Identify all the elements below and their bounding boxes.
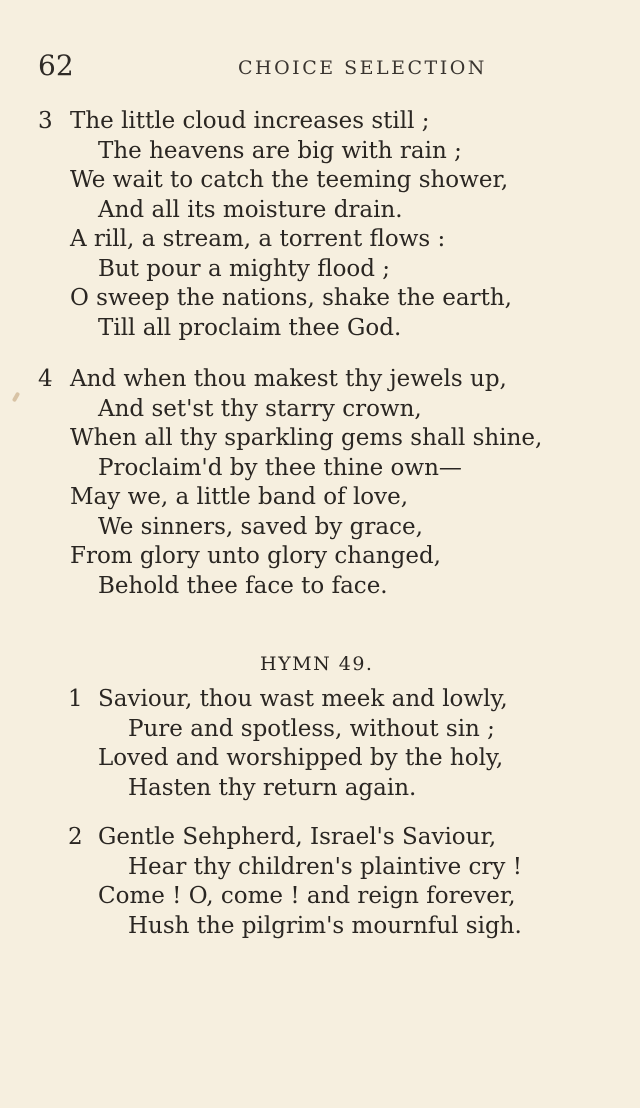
verse-line [68,823,640,853]
verse-text: O sweep the nations, shake the earth, [70,285,512,311]
verse-line [38,395,638,425]
verse-number: 2 [68,824,83,850]
verse-line [38,542,638,572]
verse-number: 4 [38,366,53,392]
page-number: 62 [38,49,74,82]
ink-blot [12,392,20,403]
hymn-verse-1 [68,685,640,803]
verse-text: We wait to catch the teeming shower, [70,167,509,193]
verse-text: Hush the pilgrim's mournful sigh. [128,912,522,939]
running-head: CHOICE SELECTION [238,57,487,79]
verse-text: And set'st thy starry crown, [98,395,422,422]
verse-text: The heavens are big with rain ; [98,137,462,164]
verse-line [38,284,638,314]
verse-line [38,483,638,513]
verse-text: From glory unto glory changed, [70,543,441,569]
verse-text: Come ! O, come ! and reign forever, [98,883,516,909]
verse-text: May we, a little band of love, [70,484,409,510]
verse-text: And when thou makest thy jewels up, [70,366,507,392]
verse-line [68,774,640,804]
verse-text: Saviour, thou wast meek and lowly, [98,686,508,712]
verse-text: Proclaim'd by thee thine own— [98,454,462,481]
verse-number: 1 [68,686,83,712]
verse-3 [38,107,638,343]
verse-text: Gentle Sehpherd, Israel's Saviour, [98,824,497,850]
verse-line [38,365,638,395]
verse-number: 3 [38,108,53,134]
verse-text: Loved and worshipped by the holy, [98,745,504,771]
verse-text: Hasten thy return again. [128,774,417,801]
verse-line [68,882,640,912]
verse-text: A rill, a stream, a torrent flows : [70,226,446,252]
verse-line [68,685,640,715]
page-header [38,50,640,82]
verse-line [38,196,638,226]
hymn-title: HYMN 49. [260,653,374,675]
verse-line [38,314,638,344]
verse-line [38,137,638,167]
hymn-verse-2 [68,823,640,941]
verse-text: The little cloud increases still ; [70,108,430,134]
verse-line [38,166,638,196]
verse-text: Pure and spotless, without sin ; [128,715,495,742]
verse-line [38,107,638,137]
verse-line [68,853,640,883]
verse-text: And all its moisture drain. [98,196,403,223]
verse-text: We sinners, saved by grace, [98,513,423,540]
verse-text: But pour a mighty flood ; [98,255,391,282]
verse-line [68,744,640,774]
verse-line [38,424,638,454]
verse-line [38,513,638,543]
verse-line [38,572,638,602]
verse-line [68,715,640,745]
verse-line [68,912,640,942]
verse-line [38,255,638,285]
verse-4 [38,365,638,601]
verse-line [38,225,638,255]
verse-text: Hear thy children's plaintive cry ! [128,853,522,880]
verse-text: Behold thee face to face. [98,572,388,599]
verse-text: Till all proclaim thee God. [98,314,402,341]
verse-text: When all thy sparkling gems shall shine, [70,425,543,451]
verse-line [38,454,638,484]
